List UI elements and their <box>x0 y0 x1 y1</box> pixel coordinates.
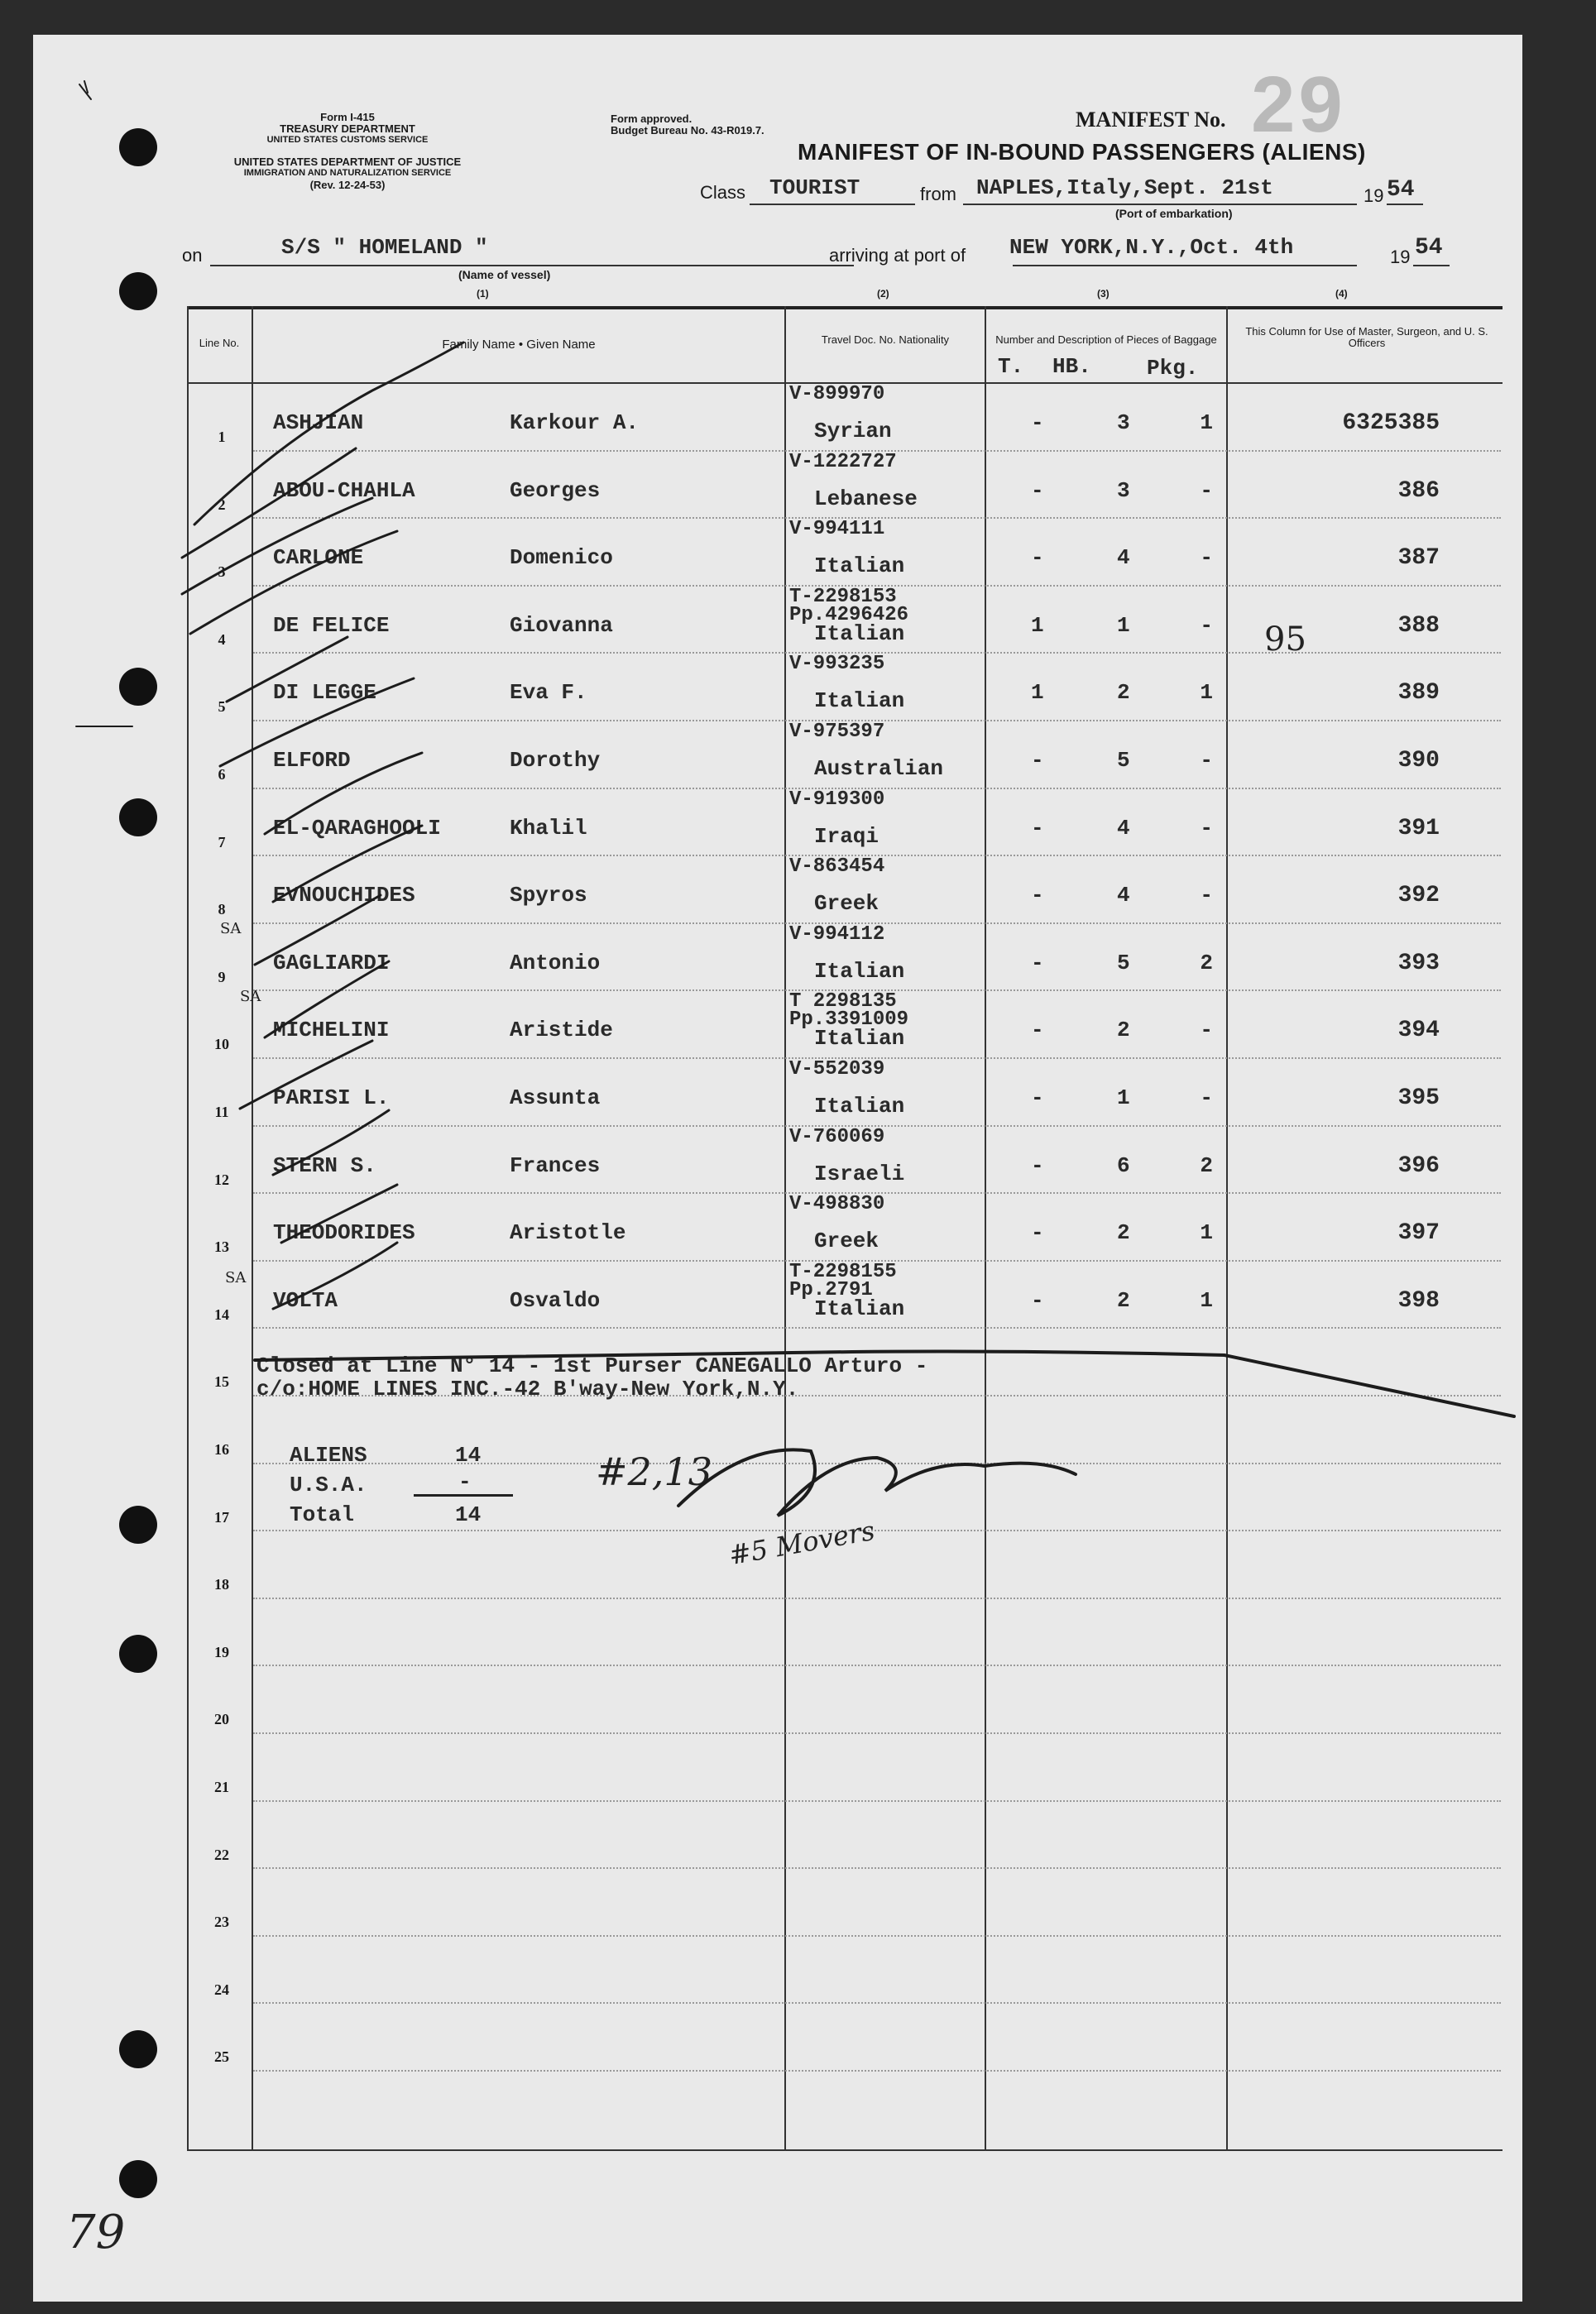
travel-doc-number: V-552039 <box>789 1058 885 1080</box>
hand-baggage-count: 4 <box>1117 816 1130 841</box>
officer-reference: 395 <box>1397 1085 1440 1111</box>
check-stroke <box>273 1110 389 1175</box>
manifest-number-label: MANIFEST No. <box>1076 108 1226 132</box>
given-name: Dorothy <box>510 748 601 773</box>
given-name: Aristide <box>510 1018 613 1042</box>
travel-doc-number: V-994112 <box>789 923 885 946</box>
given-name: Osvaldo <box>510 1288 601 1313</box>
nationality: Greek <box>814 1229 879 1253</box>
total-count: 14 <box>455 1502 482 1527</box>
given-name: Karkour A. <box>510 410 640 435</box>
line-number: 21 <box>214 1779 229 1795</box>
closing-line-1: Closed at Line N° 14 - 1st Purser CANEGALLO Arturo - <box>256 1353 928 1378</box>
travel-doc-number: V-993235 <box>789 653 885 675</box>
handwritten-number: #2,13 <box>596 1449 712 1494</box>
officer-reference: 391 <box>1397 816 1440 841</box>
form-number: Form I-415 <box>320 111 375 123</box>
package-count: - <box>1200 883 1213 908</box>
given-name: Antonio <box>510 951 601 975</box>
officer-reference: 390 <box>1397 748 1440 774</box>
family-name: DI LEGGE <box>273 680 376 705</box>
package-count: 1 <box>1200 410 1213 435</box>
line-number: 6 <box>218 766 226 783</box>
officer-reference: 398 <box>1397 1288 1440 1314</box>
total-label: Total <box>290 1502 355 1527</box>
header-name: Family Name • Given Name <box>442 338 596 352</box>
check-stroke <box>182 448 356 558</box>
arriving-label: arriving at port of <box>829 245 966 266</box>
hand-baggage-count: 5 <box>1117 951 1130 975</box>
given-name: Frances <box>510 1153 601 1178</box>
hand-baggage-count: 5 <box>1117 748 1130 773</box>
package-count: - <box>1200 816 1213 841</box>
hand-baggage-count: 2 <box>1117 1288 1130 1313</box>
officer-reference: 397 <box>1397 1220 1440 1246</box>
vessel-name-caption: (Name of vessel) <box>458 268 551 281</box>
check-stroke <box>273 826 422 902</box>
travel-doc-number: T-2298155 Pp.2791 <box>789 1261 897 1301</box>
line-number: 9 <box>218 969 226 985</box>
line-number: 25 <box>214 2048 229 2065</box>
package-count: 1 <box>1200 1220 1213 1245</box>
travel-doc-number: V-899970 <box>789 383 885 405</box>
check-stroke <box>281 1185 397 1243</box>
on-label: on <box>182 245 203 266</box>
usa-count: - <box>458 1469 472 1494</box>
trunk-count: - <box>1031 478 1044 503</box>
nationality: Israeli <box>814 1162 905 1186</box>
given-name: Khalil <box>510 816 587 841</box>
nationality: Italian <box>814 1094 905 1119</box>
nationality: Lebanese <box>814 486 918 511</box>
year-prefix-arrival: 19 <box>1390 247 1411 267</box>
line-number: 23 <box>214 1914 229 1930</box>
officer-reference: 396 <box>1397 1153 1440 1179</box>
family-name: ASHJIAN <box>273 410 364 435</box>
hand-baggage-count: 4 <box>1117 883 1130 908</box>
header-hand-baggage: HB. <box>1052 354 1091 379</box>
family-name: DE FELICE <box>273 613 390 638</box>
column-number-3: (3) <box>1097 288 1110 299</box>
department-of-justice: UNITED STATES DEPARTMENT OF JUSTICE <box>233 156 462 168</box>
travel-doc-number: V-498830 <box>789 1193 885 1215</box>
nationality: Italian <box>814 621 905 646</box>
family-name: THEODORIDES <box>273 1220 415 1245</box>
treasury-department: TREASURY DEPARTMENT <box>280 122 415 135</box>
family-name: VOLTA <box>273 1288 338 1313</box>
line-number: 13 <box>214 1238 229 1255</box>
line-number: 7 <box>218 834 226 850</box>
class-value: TOURIST <box>769 175 860 200</box>
column-number-4: (4) <box>1335 288 1348 299</box>
line-number: 10 <box>214 1036 229 1052</box>
signature <box>678 1449 1076 1516</box>
family-name: CARLONE <box>273 545 364 570</box>
departure-year: 54 <box>1387 177 1415 203</box>
hand-baggage-count: 6 <box>1117 1153 1130 1178</box>
trunk-count: 1 <box>1031 680 1044 705</box>
header-trunks: T. <box>998 354 1024 379</box>
nationality: Italian <box>814 553 905 578</box>
check-stroke <box>194 343 463 525</box>
hand-baggage-count: 3 <box>1117 410 1130 435</box>
officer-reference: 386 <box>1397 478 1440 504</box>
nationality: Australian <box>814 756 944 781</box>
hand-baggage-count: 3 <box>1117 478 1130 503</box>
sa-mark: SA <box>240 988 261 1005</box>
note-95: 95 <box>1264 620 1306 659</box>
trunk-count: - <box>1031 748 1044 773</box>
pen-marks <box>33 35 1522 2302</box>
family-name: ELFORD <box>273 748 351 773</box>
line-number: 19 <box>214 1644 229 1660</box>
line-number: 1 <box>218 429 226 445</box>
sa-mark: SA <box>225 1269 247 1286</box>
nationality: Italian <box>814 1296 905 1321</box>
officer-reference: 392 <box>1397 883 1440 908</box>
manifest-page <box>33 35 1522 2302</box>
travel-doc-number: T-2298153 Pp.4296426 <box>789 586 909 626</box>
given-name: Aristotle <box>510 1220 626 1245</box>
travel-doc-number: V-1222727 <box>789 451 897 473</box>
hand-baggage-count: 2 <box>1117 680 1130 705</box>
line-number: 18 <box>214 1576 229 1593</box>
nationality: Italian <box>814 688 905 713</box>
sa-mark: SA <box>220 920 242 937</box>
nationality: Italian <box>814 1026 905 1051</box>
line-number: 24 <box>214 1981 229 1998</box>
check-stroke <box>273 1243 397 1309</box>
line-number: 8 <box>218 901 226 917</box>
family-name: STERN S. <box>273 1153 376 1178</box>
arrival-port-value: NEW YORK,N.Y.,Oct. 4th <box>1009 235 1294 260</box>
check-stroke <box>265 753 422 834</box>
usa-label: U.S.A. <box>290 1473 367 1497</box>
package-count: 2 <box>1200 951 1213 975</box>
trunk-count: - <box>1031 1018 1044 1042</box>
travel-doc-number: V-994111 <box>789 518 885 540</box>
handwritten-note: #5 Movers <box>726 1514 878 1572</box>
family-name: GAGLIARDI <box>273 951 390 975</box>
hand-baggage-count: 1 <box>1117 613 1130 638</box>
family-name: EL-QARAGHOOLI <box>273 816 441 841</box>
given-name: Georges <box>510 478 601 503</box>
line-number: 3 <box>218 563 226 580</box>
officer-reference: 394 <box>1397 1018 1440 1043</box>
closing-line-stroke <box>255 1352 1514 1417</box>
trunk-count: - <box>1031 545 1044 570</box>
package-count: - <box>1200 748 1213 773</box>
check-stroke <box>255 895 381 965</box>
aliens-label: ALIENS <box>290 1443 367 1468</box>
travel-doc-number: T 2298135 Pp.3391009 <box>789 990 909 1031</box>
trunk-count: - <box>1031 1085 1044 1110</box>
nationality: Iraqi <box>814 824 879 849</box>
immigration-service: IMMIGRATION AND NATURALIZATION SERVICE <box>243 168 452 178</box>
given-name: Giovanna <box>510 613 613 638</box>
header-packages: Pkg. <box>1147 356 1199 381</box>
trunk-count: - <box>1031 951 1044 975</box>
travel-doc-number: V-863454 <box>789 855 885 878</box>
aliens-count: 14 <box>455 1443 482 1468</box>
arrival-year: 54 <box>1415 235 1443 261</box>
check-stroke <box>240 1041 372 1109</box>
line-number: 11 <box>214 1104 229 1120</box>
package-count: - <box>1200 1085 1213 1110</box>
package-count: - <box>1200 613 1213 638</box>
hand-baggage-count: 1 <box>1117 1085 1130 1110</box>
given-name: Domenico <box>510 545 613 570</box>
line-number: 2 <box>218 496 226 513</box>
trunk-count: - <box>1031 883 1044 908</box>
family-name: EVNOUCHIDES <box>273 883 415 908</box>
corner-mark <box>79 81 91 99</box>
package-count: - <box>1200 1018 1213 1042</box>
given-name: Assunta <box>510 1085 601 1110</box>
manifest-number-stamp: 29 <box>1251 60 1346 149</box>
check-stroke <box>182 498 372 594</box>
officer-reference: 389 <box>1397 680 1440 706</box>
line-number: 17 <box>214 1509 229 1526</box>
hand-baggage-count: 2 <box>1117 1220 1130 1245</box>
package-count: 1 <box>1200 680 1213 705</box>
corner-page-number: 79 <box>66 2206 126 2259</box>
closing-line-2: c/o:HOME LINES INC.-42 B'way-New York,N.Y. <box>256 1377 799 1401</box>
check-stroke <box>265 961 389 1037</box>
header-travel-doc: Travel Doc. No. Nationality <box>821 333 950 346</box>
package-count: 2 <box>1200 1153 1213 1178</box>
port-of-embarkation-caption: (Port of embarkation) <box>1115 207 1233 220</box>
given-name: Spyros <box>510 883 587 908</box>
header-baggage: Number and Description of Pieces of Baggage <box>995 333 1217 346</box>
package-count: 1 <box>1200 1288 1213 1313</box>
nationality: Italian <box>814 959 905 984</box>
budget-bureau-number: Budget Bureau No. 43-R019.7. <box>611 124 764 137</box>
line-number: 20 <box>214 1711 229 1727</box>
trunk-count: - <box>1031 816 1044 841</box>
check-stroke <box>227 637 347 702</box>
family-name: MICHELINI <box>273 1018 390 1042</box>
hand-baggage-count: 4 <box>1117 545 1130 570</box>
check-stroke <box>190 531 397 634</box>
check-stroke <box>220 678 414 766</box>
form-revision: (Rev. 12-24-53) <box>309 179 386 191</box>
family-name: ABOU-CHAHLA <box>273 478 415 503</box>
travel-doc-number: V-919300 <box>789 788 885 811</box>
line-number: 22 <box>214 1847 229 1863</box>
class-label: Class <box>700 182 746 203</box>
given-name: Eva F. <box>510 680 587 705</box>
trunk-count: 1 <box>1031 613 1044 638</box>
column-number-2: (2) <box>877 288 889 299</box>
form-approved: Form approved. <box>611 113 693 125</box>
header-line-no: Line No. <box>199 337 240 349</box>
package-count: - <box>1200 545 1213 570</box>
line-number: 15 <box>214 1373 229 1390</box>
trunk-count: - <box>1031 1153 1044 1178</box>
officer-reference: 6325385 <box>1342 410 1440 436</box>
column-number-1: (1) <box>477 288 489 299</box>
line-number: 4 <box>218 631 226 648</box>
header-officers: This Column for Use of Master, Surgeon, and U. S. Officers <box>1245 325 1488 349</box>
port-of-embarkation-value: NAPLES,Italy,Sept. 21st <box>976 175 1273 200</box>
travel-doc-number: V-975397 <box>789 721 885 743</box>
nationality: Greek <box>814 891 879 916</box>
manifest-title: MANIFEST OF IN-BOUND PASSENGERS (ALIENS) <box>798 139 1366 165</box>
line-number: 14 <box>214 1306 229 1323</box>
from-label: from <box>920 184 956 204</box>
officer-reference: 387 <box>1397 545 1440 571</box>
customs-service: UNITED STATES CUSTOMS SERVICE <box>266 135 429 145</box>
officer-reference: 393 <box>1397 951 1440 976</box>
travel-doc-number: V-760069 <box>789 1126 885 1148</box>
nationality: Syrian <box>814 419 892 443</box>
year-prefix: 19 <box>1364 185 1384 206</box>
package-count: - <box>1200 478 1213 503</box>
trunk-count: - <box>1031 410 1044 435</box>
trunk-count: - <box>1031 1220 1044 1245</box>
hand-baggage-count: 2 <box>1117 1018 1130 1042</box>
line-number: 5 <box>218 698 226 715</box>
family-name: PARISI L. <box>273 1085 390 1110</box>
line-number: 16 <box>214 1441 229 1458</box>
line-number: 12 <box>214 1171 229 1188</box>
trunk-count: - <box>1031 1288 1044 1313</box>
officer-reference: 388 <box>1397 613 1440 639</box>
vessel-name: S/S " HOMELAND " <box>281 235 488 260</box>
